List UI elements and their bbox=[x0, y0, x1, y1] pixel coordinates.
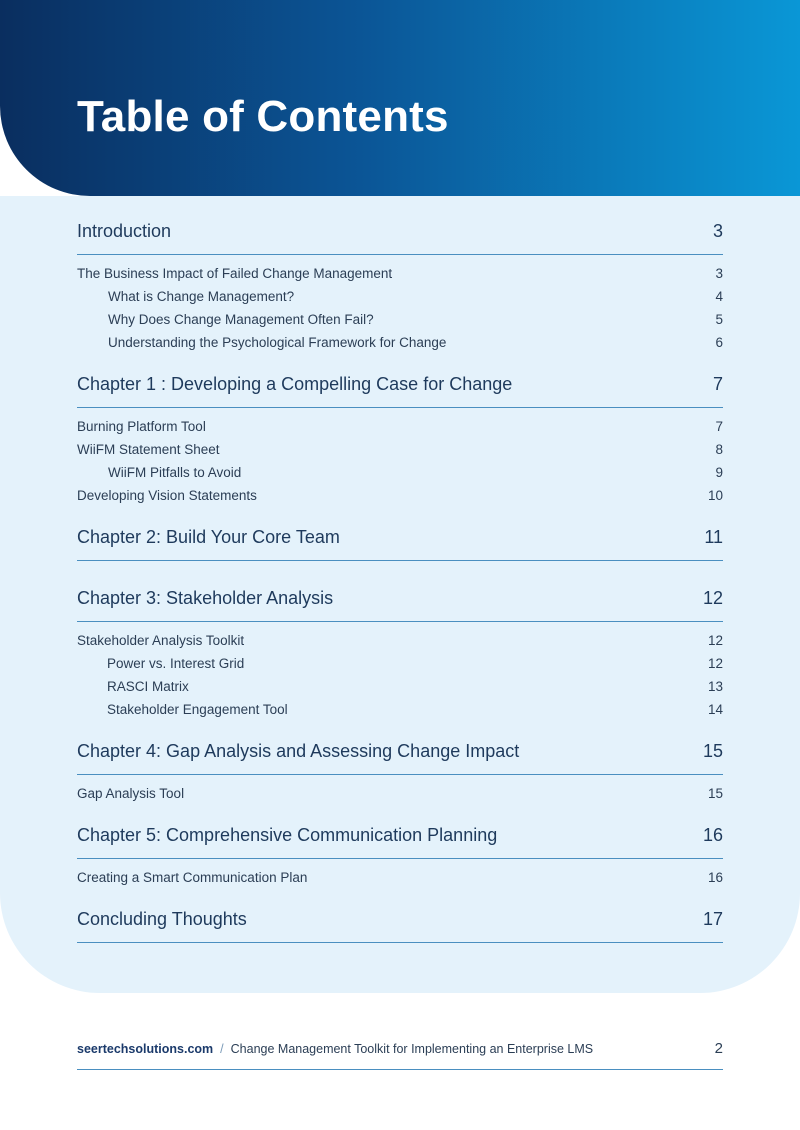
toc-page-number: 4 bbox=[715, 289, 723, 304]
toc-entry-label: Creating a Smart Communication Plan bbox=[77, 870, 308, 885]
toc-entry[interactable] bbox=[77, 335, 723, 350]
toc-entry-label: Understanding the Psychological Framework for Change bbox=[108, 335, 447, 350]
toc-entry-label: Stakeholder Analysis Toolkit bbox=[77, 633, 245, 648]
toc-entry[interactable] bbox=[77, 679, 723, 694]
toc-chapter-5[interactable] bbox=[77, 825, 723, 859]
toc-chapter-4[interactable] bbox=[77, 741, 723, 775]
toc-entry-label: Stakeholder Engagement Tool bbox=[107, 702, 288, 717]
toc-entry[interactable] bbox=[77, 266, 723, 281]
toc-entry-label: Developing Vision Statements bbox=[77, 488, 257, 503]
toc-page-number: 17 bbox=[702, 909, 723, 929]
toc-chapter-1[interactable] bbox=[77, 374, 723, 408]
toc-entry[interactable] bbox=[77, 702, 723, 717]
toc-entry[interactable] bbox=[77, 312, 723, 327]
toc-chapter-concluding[interactable] bbox=[77, 909, 723, 943]
toc-entry-label: WiiFM Pitfalls to Avoid bbox=[108, 465, 242, 480]
toc-entry-label: Why Does Change Management Often Fail? bbox=[108, 312, 374, 327]
toc-entry-label: The Business Impact of Failed Change Management bbox=[77, 266, 393, 281]
toc-entry-label: What is Change Management? bbox=[108, 289, 295, 304]
toc-chapter-label: Chapter 5: Comprehensive Communication Planning bbox=[77, 825, 498, 845]
header-banner bbox=[0, 0, 800, 196]
footer-site-link[interactable]: seertechsolutions.com bbox=[77, 1042, 214, 1056]
toc-entry[interactable] bbox=[77, 419, 723, 434]
footer-doc-title: Change Management Toolkit for Implementing an Enterprise LMS bbox=[230, 1042, 594, 1056]
toc-entry[interactable] bbox=[77, 870, 723, 885]
toc-page-number: 3 bbox=[715, 266, 723, 281]
page-footer bbox=[77, 1040, 723, 1070]
page-title: Table of Contents bbox=[77, 92, 449, 141]
toc-page-number: 9 bbox=[715, 465, 723, 480]
toc-entry[interactable] bbox=[77, 442, 723, 457]
toc-entry[interactable] bbox=[77, 656, 723, 671]
toc-page-number: 16 bbox=[702, 825, 723, 845]
toc-page-number: 7 bbox=[712, 374, 723, 394]
toc-page-number: 11 bbox=[704, 527, 723, 547]
toc-chapter-label: Chapter 4: Gap Analysis and Assessing Change Impact bbox=[77, 741, 520, 761]
toc-entry[interactable] bbox=[77, 465, 723, 480]
toc-entry-label: Burning Platform Tool bbox=[77, 419, 206, 434]
toc-page-number: 8 bbox=[715, 442, 723, 457]
toc-entry-label: Power vs. Interest Grid bbox=[107, 656, 245, 671]
toc-page-number: 12 bbox=[707, 633, 723, 648]
toc-entry-label: WiiFM Statement Sheet bbox=[77, 442, 220, 457]
toc-page-number: 15 bbox=[702, 741, 723, 761]
toc-chapter-label: Chapter 2: Build Your Core Team bbox=[77, 527, 340, 547]
footer-page-number: 2 bbox=[714, 1040, 723, 1057]
footer-separator: / bbox=[220, 1042, 224, 1056]
toc-page-number: 12 bbox=[707, 656, 723, 671]
toc-chapter-introduction[interactable] bbox=[77, 221, 723, 255]
toc-chapter-label: Chapter 3: Stakeholder Analysis bbox=[77, 588, 334, 608]
toc-panel bbox=[0, 196, 800, 993]
toc-page-number: 12 bbox=[702, 588, 723, 608]
toc-entry[interactable] bbox=[77, 633, 723, 648]
toc-page-number: 7 bbox=[715, 419, 723, 434]
toc-chapter-label: Concluding Thoughts bbox=[77, 909, 247, 929]
toc-entry[interactable] bbox=[77, 289, 723, 304]
toc-page-number: 13 bbox=[707, 679, 723, 694]
toc-page-number: 10 bbox=[707, 488, 723, 503]
toc-entry-label: RASCI Matrix bbox=[107, 679, 189, 694]
toc-entry[interactable] bbox=[77, 488, 723, 503]
toc-page-number: 16 bbox=[707, 870, 723, 885]
toc-page-number: 3 bbox=[712, 221, 723, 241]
toc-chapter-3[interactable] bbox=[77, 588, 723, 622]
toc-entry[interactable] bbox=[77, 786, 723, 801]
toc-page-number: 15 bbox=[707, 786, 723, 801]
toc-page-number: 6 bbox=[715, 335, 723, 350]
toc-chapter-2[interactable] bbox=[77, 527, 723, 561]
toc-chapter-label: Introduction bbox=[77, 221, 172, 241]
footer-left bbox=[77, 1042, 593, 1056]
toc-entry-label: Gap Analysis Tool bbox=[77, 786, 185, 801]
toc-page-number: 14 bbox=[707, 702, 723, 717]
toc-chapter-label: Chapter 1 : Developing a Compelling Case for Change bbox=[77, 374, 513, 394]
toc-page-number: 5 bbox=[715, 312, 723, 327]
